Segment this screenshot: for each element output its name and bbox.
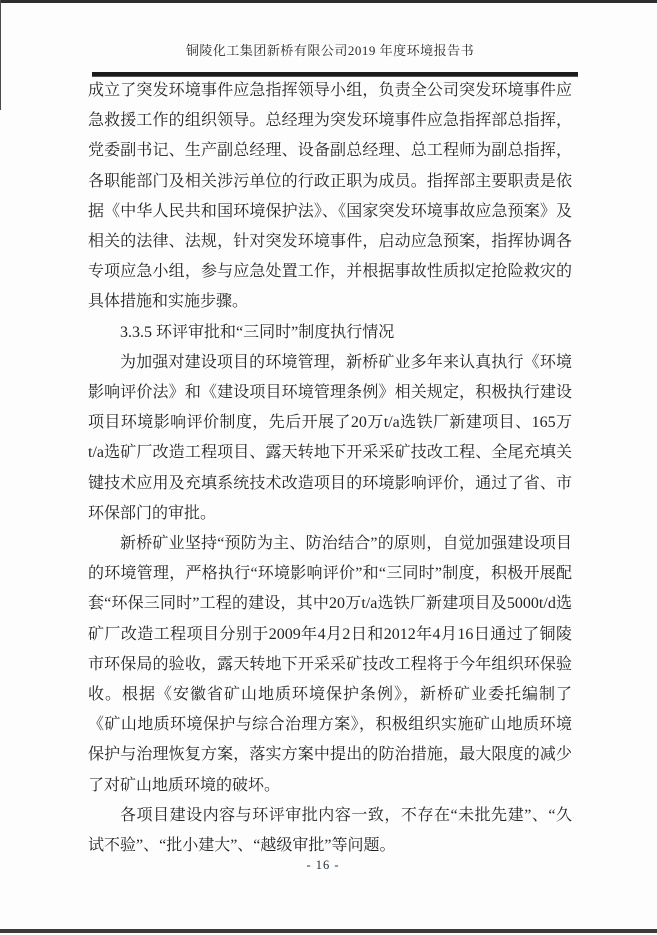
- paragraph-compliance: 各项目建设内容与环评审批内容一致，不存在“未批先建”、“久试不验”、“批小建大”、“越级审批”等问题。: [88, 806, 572, 855]
- report-header-title: 铜陵化工集团新桥有限公司2019 年度环境报告书: [185, 43, 475, 58]
- paragraph-eia-implementation: 为加强对建设项目的环境管理，新桥矿业多年来认真执行《环境影响评价法》和《建设项目环境管理条例》相关规定，积极执行建设项目环境影响评价制度，先后开展了20万t/a选铁厂新建项目、165万t/a选矿厂改造工程项目、露天转地下开采采矿技改工程、全尾充填关键技术应用及充填系统技术改造项目的环境影响评价，通过了省、市环保部门的审批。: [88, 353, 572, 522]
- paragraph-emergency-leadership: 成立了突发环境事件应急指挥领导小组，负责全公司突发环境事件应急救援工作的组织领导。总经理为突发环境事件应急指挥部总指挥，党委副书记、生产副总经理、设备副总经理、总工程师为副总指挥，各职能部门及相关涉污单位的行政正职为成员。指挥部主要职责是依据《中华人民共和国环境保护法》、《国家突发环境事故应急预案》及相关的法律、法规，针对突发环境事件，启动应急预案，指挥协调各专项应急小组，参与应急处置工作，并根据事故性质拟定抢险救灾的具体措施和实施步骤。: [88, 82, 572, 311]
- report-body: [88, 76, 572, 861]
- scan-edge-top: [0, 0, 657, 3]
- section-heading-3-3-5: 3.3.5 环评审批和“三同时”制度执行情况: [120, 323, 395, 341]
- scan-edge-bottom: [0, 929, 657, 933]
- scan-edge-left: [0, 0, 1, 110]
- paragraph-three-simultaneity: 新桥矿业坚持“预防为主、防治结合”的原则，自觉加强建设项目的环境管理，严格执行“环境影响评价”和“三同时”制度，积极开展配套“环保三同时”工程的建设，其中20万t/a选铁厂新建项目及5000t/d选矿厂改造工程项目分别于2009年4月2日和2012年4月16日通过了铜陵市环保局的验收，露天转地下开采采矿技改工程将于今年组织环保验收。根据《安徽省矿山地质环境保护条例》，新桥矿业委托编制了《矿山地质环境保护与综合治理方案》，积极组织实施矿山地质环境保护与治理恢复方案，落实方案中提出的防治措施，最大限度的减少了对矿山地质环境的破坏。: [88, 535, 572, 794]
- page-number: - 16 -: [306, 858, 340, 872]
